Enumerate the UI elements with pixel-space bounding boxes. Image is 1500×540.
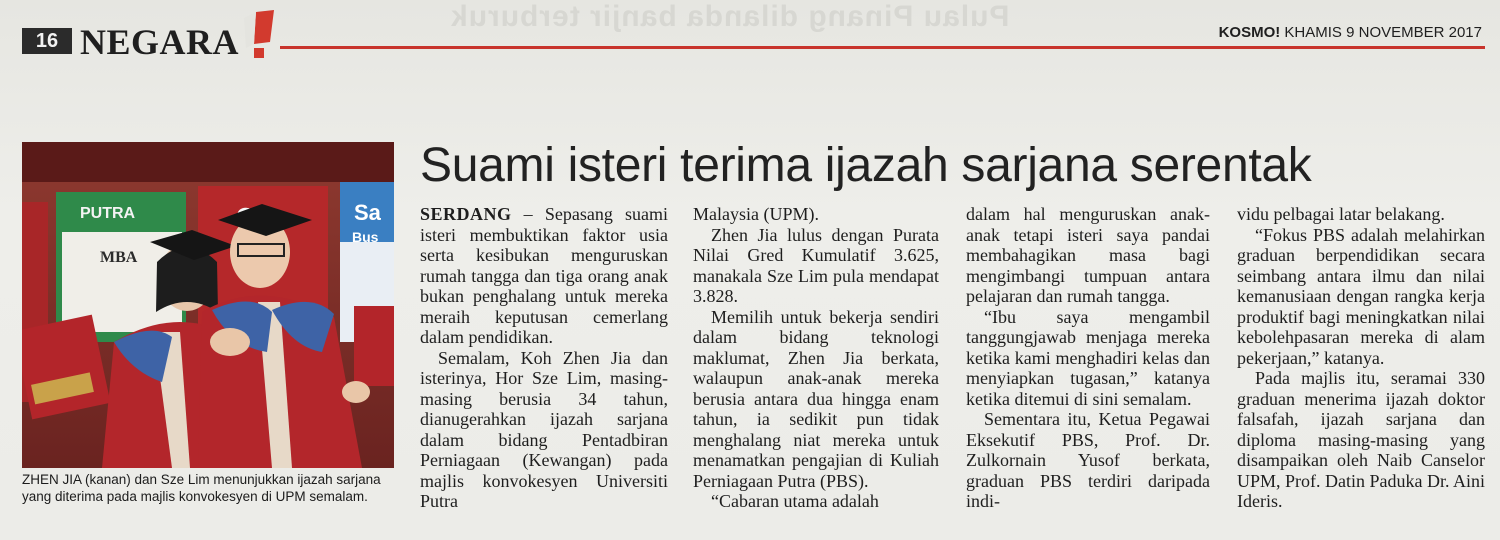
header-rule (280, 46, 1485, 49)
article-paragraph: dalam hal menguruskan anak-anak tetapi isteri saya pandai membahagikan masa bagi mengimbangi tumpuan antara pelajaran dan rumah tangga. (966, 204, 1210, 306)
article-column-1 (420, 204, 668, 512)
couple-in-graduation-gowns-image (22, 142, 394, 468)
article-column-2 (693, 204, 939, 512)
banner-putra-text: PUTRA (80, 205, 136, 222)
banner-mba-text: MBA (100, 249, 138, 266)
section-title: NEGARA (80, 22, 240, 62)
article-paragraph: “Fokus PBS adalah melahirkan graduan berpendidikan secara seimbang antara ilmu dan nilai kemanusiaan dengan rangka kerja produktif bagi meningkatkan nilai kebolehpasaran mereka di alam pekerjaan,” katanya. (1237, 224, 1485, 368)
paragraph-text: – Sepasang suami isteri membuktikan faktor usia serta kesibukan menguruskan rumah tangga dan tiga orang anak bukan penghalang untuk mereka meraih keputusan cemerlang dalam pendidikan. (420, 204, 668, 347)
article-paragraph: “Ibu saya mengambil tanggungjawab menjaga mereka ketika kami menghadiri kelas dan menyiapkan tugasan,” katanya ketika ditemui di sini semalam. (966, 306, 1210, 409)
article-paragraph: Malaysia (UPM). (693, 204, 819, 224)
article-paragraph: vidu pelbagai latar belakang. (1237, 204, 1445, 224)
article-paragraph: Pada majlis itu, seramai 330 graduan menerima ijazah doktor falsafah, ijazah sarjana dan diploma masing-masing yang disampaikan oleh Naib Canselor UPM, Prof. Datin Paduka Dr. Aini Ideris. (1237, 368, 1486, 511)
article-paragraph: Sementara itu, Ketua Pegawai Eksekutif PBS, Prof. Dr. Zulkornain Yusof berkata, graduan PBS terdiri daripada indi- (966, 409, 1210, 511)
article-paragraph: Memilih untuk bekerja sendiri dalam bidang teknologi maklumat, Zhen Jia berkata, walaupun anak-anak mereka berusia antara dua hingga enam tahun, ia sedikit pun tidak menghalang niat mereka untuk menamatkan pengajian di Kuliah Perniagaan Putra (PBS). (693, 306, 939, 491)
article-paragraph (420, 204, 668, 348)
article-column-3 (966, 204, 1210, 512)
article-headline: Suami isteri terima ijazah sarjana serentak (420, 139, 1312, 192)
article-paragraph: “Cabaran utama adalah (711, 491, 879, 511)
issue-info (1219, 24, 1482, 41)
issue-date: KHAMIS 9 NOVEMBER 2017 (1284, 24, 1482, 41)
photo-caption: ZHEN JIA (kanan) dan Sze Lim menunjukkan ijazah sarjana yang diterima pada majlis konvokesyen di UPM semalam. (22, 472, 381, 504)
article-column-4 (1237, 204, 1485, 512)
exclamation-logo-icon (242, 10, 276, 60)
banner-sa-text: Sa (354, 200, 381, 225)
page-number: 16 (22, 28, 72, 54)
bleed-through-headline: Pulau Pinang dilanda banjir terburuk (450, 0, 1010, 33)
dateline: SERDANG (420, 204, 512, 224)
article-paragraph: Semalam, Koh Zhen Jia dan isterinya, Hor Sze Lim, masing-masing berusia 34 tahun, dianugerahkan ijazah sarjana dalam bidang Pentadbiran Perniagaan (Kewangan) pada majlis konvokesyen Universiti Putra (420, 347, 668, 511)
graduation-photo (22, 142, 394, 468)
banner-bus-text: Bus (352, 229, 379, 245)
publication-name: KOSMO! (1218, 24, 1281, 41)
article-paragraph: Zhen Jia lulus dengan Purata Nilai Gred Kumulatif 3.625, manakala Sze Lim pula mendapat 3.828. (693, 224, 939, 306)
